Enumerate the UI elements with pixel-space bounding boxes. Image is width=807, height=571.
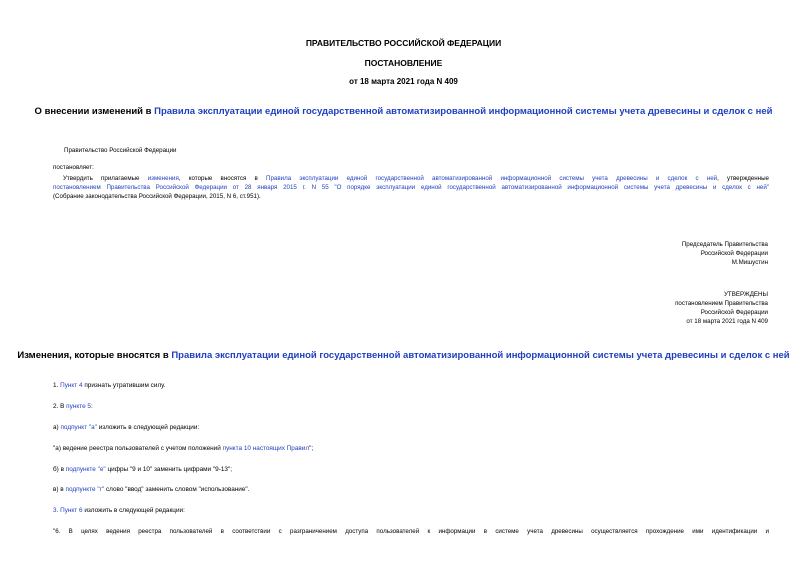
list-item xyxy=(53,445,313,452)
approved-line-3: Российской Федерации xyxy=(700,309,768,316)
item-text: "6. В целях ведения реестра пользователей в соответствии с разграничением доступа пользователей к информации в системе учета древесины осуществляется прохождение ими идентификации и xyxy=(53,528,769,535)
doc-type-heading: ПОСТАНОВЛЕНИЕ xyxy=(364,58,443,68)
item-text: цифры "9 и 10" заменить цифрами "9-13"; xyxy=(105,466,232,473)
item-text: признать утратившим силу. xyxy=(82,382,166,389)
item-text: б) в xyxy=(53,466,66,473)
preamble-line-1 xyxy=(53,174,769,183)
signature-block xyxy=(682,240,768,267)
item-link[interactable]: Пункт 4 xyxy=(60,382,83,389)
rules-link-2[interactable]: Правила эксплуатации единой государственной автоматизированной информационной системы учета древесины и сделок с ней xyxy=(266,175,718,182)
item-link[interactable]: пункте 5 xyxy=(66,403,91,410)
approved-line-4: от 18 марта 2021 года N 409 xyxy=(686,318,768,325)
annex-title-prefix: Изменения, которые вносятся в xyxy=(17,350,172,361)
approved-label: УТВЕРЖДЕНЫ xyxy=(724,291,768,298)
list-item xyxy=(53,424,199,431)
item-text: изложить в следующей редакции: xyxy=(82,507,185,514)
item-number: 1. xyxy=(53,382,61,389)
list-item xyxy=(53,466,232,473)
preamble-text: , которые вносятся в xyxy=(178,175,267,182)
subject-prefix: О внесении изменений в xyxy=(34,106,155,117)
list-item xyxy=(53,382,166,389)
list-item xyxy=(53,507,185,514)
decree-55-link[interactable]: постановлением Правительства Российской Федерации от 28 января 2015 г. N 55 "О порядке эксплуатации единой государственной автоматизированной информационной системы учета древесины и сделок с ней" xyxy=(53,184,769,191)
preamble-line-3: (Собрание законодательства Российской Федерации, 2015, N 6, ст.951). xyxy=(53,193,261,200)
item-link[interactable]: подпункте "г" xyxy=(65,486,105,493)
item-link[interactable]: Пункт 6 xyxy=(60,507,83,514)
item-text: изложить в следующей редакции: xyxy=(96,424,200,431)
date-number: от 18 марта 2021 года N 409 xyxy=(349,77,458,86)
government-heading: ПРАВИТЕЛЬСТВО РОССИЙСКОЙ ФЕДЕРАЦИИ xyxy=(305,38,502,48)
signature-name: М.Мишустин xyxy=(731,259,768,266)
item-link[interactable]: подпункт "а" xyxy=(60,424,97,431)
changes-link[interactable]: изменения xyxy=(147,175,179,182)
issuer: Правительство Российской Федерации xyxy=(64,147,177,154)
signature-title-2: Российской Федерации xyxy=(700,250,768,257)
preamble-text: , утвержденные xyxy=(717,175,769,182)
item-text: 2. В xyxy=(53,403,67,410)
preamble-text: Утвердить прилагаемые xyxy=(63,175,148,182)
approved-line-2: постановлением Правительства xyxy=(675,300,768,307)
document-subject xyxy=(0,106,807,117)
item-number: 3. xyxy=(53,507,61,514)
item-text: "а) ведение реестра пользователей с учетом положений xyxy=(53,445,223,452)
item-link[interactable]: подпункте "е" xyxy=(65,466,106,473)
list-item xyxy=(53,527,769,536)
list-item xyxy=(53,486,249,493)
item-text: а) xyxy=(53,424,61,431)
signature-title: Председатель Правительства xyxy=(681,241,768,248)
item-text: : xyxy=(90,403,93,410)
decrees-word: постановляет: xyxy=(53,164,94,171)
rules-link[interactable]: Правила эксплуатации единой государственной автоматизированной информационной системы учета древесины и сделок с ней xyxy=(154,106,773,117)
item-link[interactable]: пункта 10 настоящих Правил xyxy=(222,445,310,452)
list-item xyxy=(53,403,93,410)
item-text: слово "ввод" заменить словом "использование". xyxy=(104,486,250,493)
preamble-line-2 xyxy=(53,183,769,192)
item-text: "; xyxy=(309,445,314,452)
item-text: в) в xyxy=(53,486,66,493)
annex-title xyxy=(0,350,807,361)
annex-rules-link[interactable]: Правила эксплуатации единой государственной автоматизированной информационной системы учета древесины и сделок с ней xyxy=(171,350,790,361)
approved-block xyxy=(675,290,768,326)
